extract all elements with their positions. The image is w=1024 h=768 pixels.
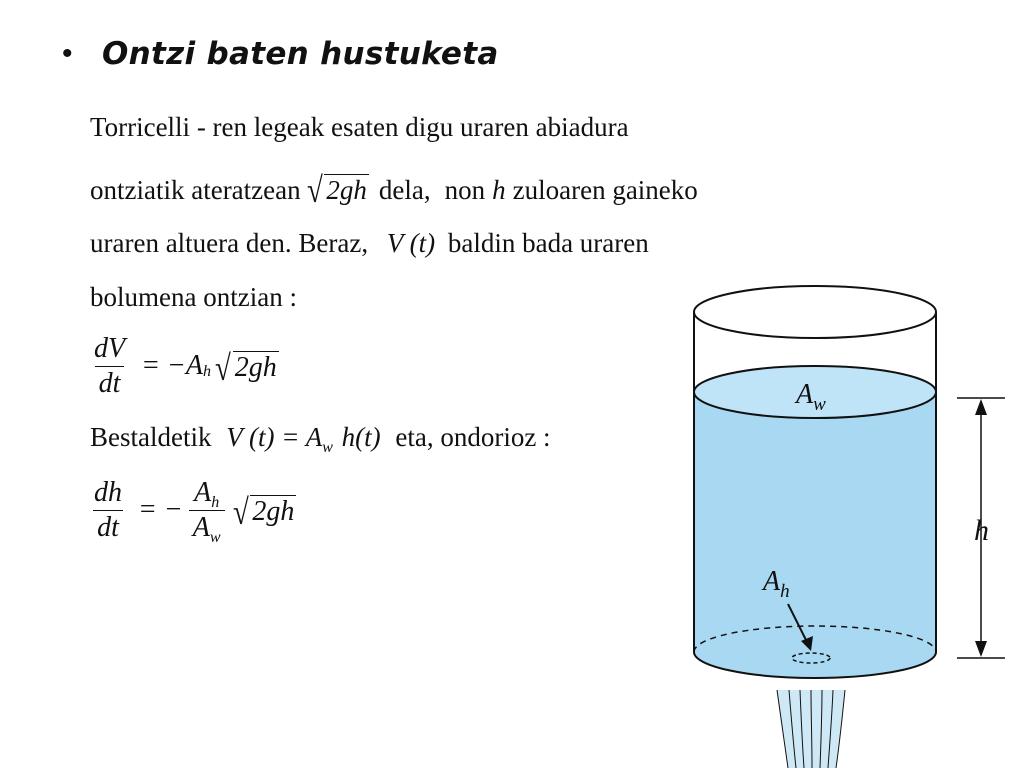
text-line-4: bolumena ontzian : <box>90 282 297 312</box>
subscript: w <box>322 439 333 456</box>
text-line-3 <box>90 228 649 259</box>
radicand: 2gh <box>252 495 295 527</box>
text-segment: non <box>444 175 486 205</box>
text-line-5 <box>90 422 551 456</box>
fraction-denominator: dt <box>95 366 125 401</box>
equals-minus: = − <box>138 494 183 526</box>
title-row <box>62 36 499 72</box>
water-body <box>694 392 936 678</box>
derivative-fraction <box>90 332 129 400</box>
text-line-2 <box>90 170 698 210</box>
sqrt-expression <box>213 348 279 389</box>
equation-rhs: = −A <box>141 350 204 382</box>
bullet: • <box>62 37 73 70</box>
subscript: h <box>203 363 212 381</box>
height-arrow-up <box>975 399 987 415</box>
area-symbol: A <box>194 477 212 508</box>
slide-title: Ontzi baten hustuketa <box>102 36 499 72</box>
text-segment: ontziatik ateratzean <box>90 175 301 205</box>
cylinder-top-rim <box>694 286 936 338</box>
label-surface-area-sub: w <box>813 394 826 415</box>
volume-expression: V (t) <box>386 228 436 258</box>
text-line-1: Torricelli - ren legeak esaten digu uraren abiadura <box>90 112 629 142</box>
equation-2 <box>90 476 296 544</box>
label-height: h <box>974 514 989 547</box>
radical-sign: √ <box>306 170 323 210</box>
height-arrow-down <box>975 641 987 657</box>
label-surface-area-main: A <box>796 379 814 410</box>
fraction-numerator: dV <box>94 333 126 364</box>
sqrt-expression <box>231 492 297 533</box>
radicand: 2gh <box>326 174 367 205</box>
radical-sign: √ <box>232 492 249 533</box>
area-symbol: A <box>192 511 210 543</box>
equation-1 <box>90 332 279 400</box>
area-ratio-fraction <box>189 476 225 544</box>
height-function: h(t) <box>341 422 381 452</box>
tank-diagram <box>680 270 1024 768</box>
sqrt-expression <box>305 170 369 210</box>
variable-h: h <box>492 175 506 205</box>
radicand: 2gh <box>234 351 277 383</box>
fraction-numerator: dh <box>94 477 122 508</box>
derivative-fraction <box>90 476 126 544</box>
text-segment: Bestaldetik <box>90 422 212 452</box>
label-hole-area-sub: h <box>780 581 790 602</box>
subscript: w <box>209 528 221 546</box>
subscript: h <box>211 494 220 511</box>
text-segment: baldin bada uraren <box>447 228 649 258</box>
fraction-numerator <box>190 476 223 510</box>
text-segment: eta, ondorioz : <box>395 422 551 452</box>
fraction-denominator: dt <box>93 510 123 545</box>
label-hole-area-main: A <box>763 566 781 597</box>
text-segment: zuloaren gaineko <box>512 175 698 205</box>
radical-sign: √ <box>214 348 231 389</box>
volume-relation: V (t) = A <box>226 422 323 452</box>
text-segment: dela, <box>378 175 431 205</box>
fraction-denominator <box>189 510 225 545</box>
text-segment: uraren altuera den. Beraz, <box>90 228 369 258</box>
